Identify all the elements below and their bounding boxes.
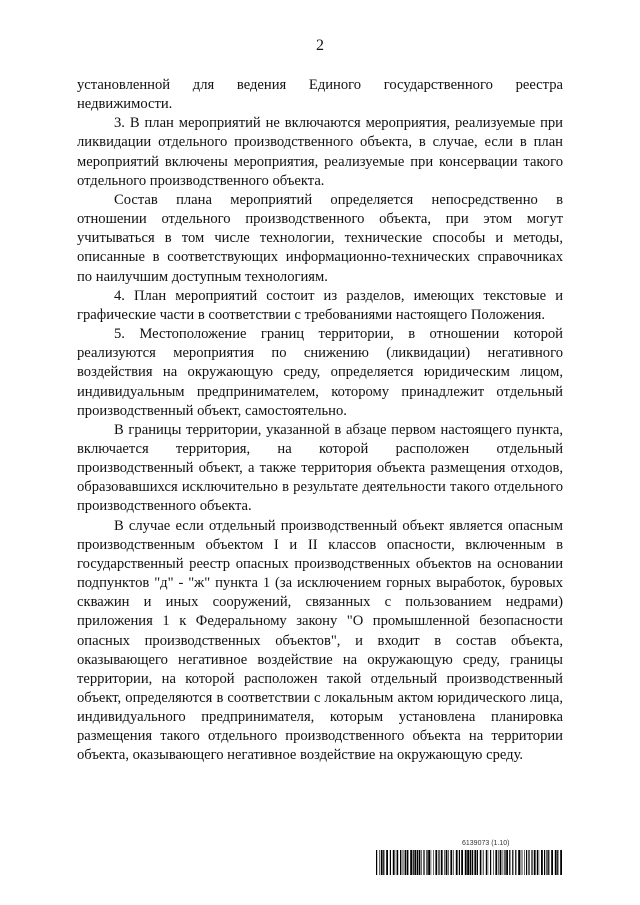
document-code: 6139073 (1.10) xyxy=(462,840,510,847)
paragraph-territory-bounds: В границы территории, указанной в абзаце первом настоящего пункта, включается территория, на которой расположен отдельный производственный объект, а также территория объекта размещения отходов, образовавшихся исключительно в результате деятельности такого отдельного производственного объекта. xyxy=(77,421,563,515)
document-body xyxy=(77,76,563,766)
paragraph-item-5: 5. Местоположение границ территории, в отношении которой реализуются мероприятия по снижению (ликвидации) негативного воздействия на окружающую среду, определяется юридическим лицом, индивидуальным предпринимателем, которому принадлежит отдельный производственный объект, самостоятельно. xyxy=(77,326,563,419)
paragraph-item-3: 3. В план мероприятий не включаются мероприятия, реализуемые при ликвидации отдельного производственного объекта, в случае, если в план мероприятий включены мероприятия, реализуемые при консервации такого отдельного производственного объекта. xyxy=(77,115,563,189)
barcode-icon xyxy=(376,850,563,875)
paragraph-continuation: установленной для ведения Единого государственного реестра недвижимости. xyxy=(77,77,563,113)
paragraph-item-4: 4. План мероприятий состоит из разделов, имеющих текстовые и графические части в соответствии с требованиями настоящего Положения. xyxy=(77,287,563,323)
paragraph-hazardous-object: В случае если отдельный производственный объект является опасным производственным объектом I и II классов опасности, включенным в государственный реестр опасных производственных объектов на основании подпунктов "д" - "ж" пункта 1 (за исключением горных выработок, буровых скважин и иных сооружений, связанных с пользованием недрами) приложения 1 к Федеральному закону "О промышленной безопасности опасных производственных объектов", и входит в состав объекта, оказывающего негативное воздействие на окружающую среду, границы территории, на которой расположен такой отдельный производственный объект, определяются в соответствии с локальным актом юридического лица, индивидуального предпринимателя, которым установлена планировка размещения такого отдельного производственного объекта на территории объекта, оказывающего негативное воздействие на окружающую среду. xyxy=(77,517,563,764)
paragraph-plan-composition: Состав плана мероприятий определяется непосредственно в отношении отдельного производственного объекта, при этом могут учитываться в том числе технологии, технические способы и методы, описанные в соответствующих информационно-технических справочниках по наилучшим доступным технологиям. xyxy=(77,191,563,285)
page-number: 2 xyxy=(316,37,324,54)
